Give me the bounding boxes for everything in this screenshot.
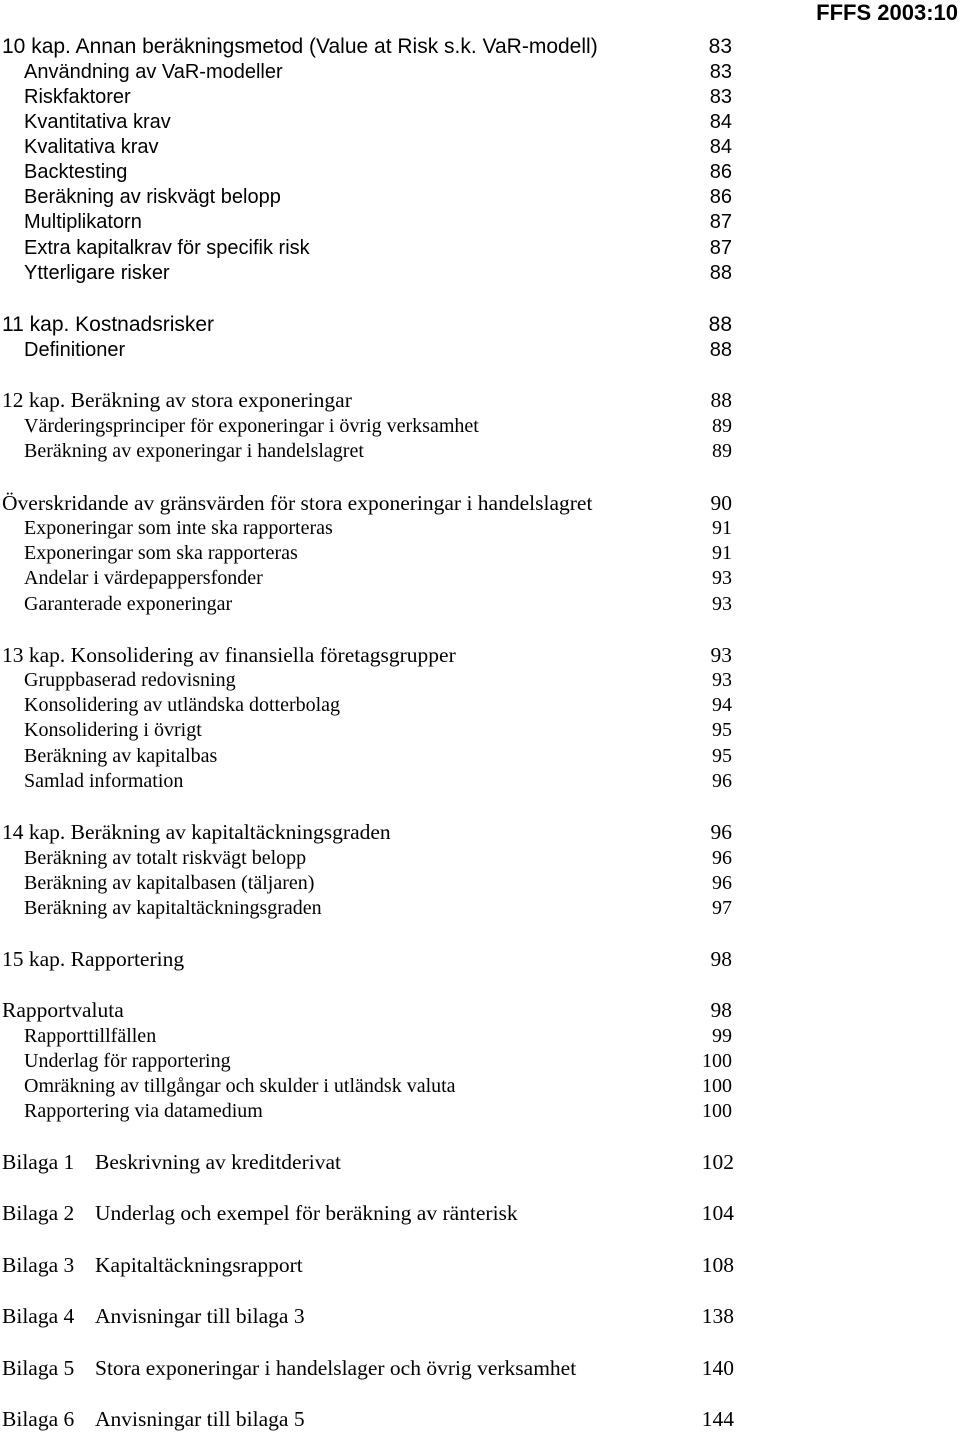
- toc-entry-title: 15 kap. Rapportering: [2, 947, 185, 971]
- toc-entry: [24, 438, 732, 464]
- toc-entry-title: Rapportvaluta: [2, 998, 124, 1022]
- toc-entry: [24, 184, 732, 210]
- toc-entry-title: 13 kap. Konsolidering av finansiella företagsgrupper: [2, 643, 456, 667]
- toc-entry-title: 12 kap. Beräkning av stora exponeringar: [2, 388, 352, 412]
- toc-entry: [2, 946, 732, 972]
- appendix-label: Bilaga 1: [2, 1150, 75, 1174]
- toc-entry-page: 86: [709, 161, 732, 183]
- appendix-entry: [2, 1303, 734, 1329]
- toc-entry: [24, 743, 732, 769]
- toc-entry-title: Extra kapitalkrav för specifik risk: [24, 237, 310, 259]
- appendix-label: Bilaga 2: [2, 1201, 75, 1225]
- toc-entry: [24, 235, 732, 261]
- appendix-page: 140: [701, 1356, 734, 1380]
- toc-entry-title: Rapporttillfällen: [24, 1025, 157, 1047]
- toc-entry: [24, 591, 732, 617]
- toc-entry-title: Backtesting: [24, 161, 128, 183]
- toc-entry-title: Överskridande av gränsvärden för stora exponeringar i handelslagret: [2, 491, 593, 515]
- toc-entry: [2, 997, 732, 1023]
- toc-entry-title: Samlad information: [24, 770, 184, 792]
- appendix-title: Stora exponeringar i handelslager och övrig verksamhet: [95, 1356, 577, 1380]
- toc-entry: [24, 768, 732, 794]
- toc-entry-title: Rapportering via datamedium: [24, 1100, 263, 1122]
- toc-entry: [24, 667, 732, 693]
- toc-entry: [24, 1098, 732, 1124]
- appendix-entry: [2, 1252, 734, 1278]
- toc-entry-page: 95: [712, 745, 732, 767]
- toc-entry: [24, 413, 732, 439]
- toc-entry: [24, 895, 732, 921]
- toc-entry-title: Gruppbaserad redovisning: [24, 669, 236, 691]
- toc-entry: [24, 845, 732, 871]
- toc-entry: [24, 565, 732, 591]
- toc-entry: [24, 260, 732, 286]
- toc-entry-page: 100: [702, 1075, 732, 1097]
- appendix-page: 102: [701, 1150, 734, 1174]
- toc-entry-title: 14 kap. Beräkning av kapitaltäckningsgraden: [2, 820, 391, 844]
- toc-entry: [2, 387, 732, 413]
- toc-entry-page: 88: [708, 313, 732, 336]
- toc-entry-page: 83: [708, 35, 732, 58]
- toc-entry-title: Exponeringar som inte ska rapporteras: [24, 517, 333, 539]
- toc-entry: [24, 692, 732, 718]
- toc-entry-title: Definitioner: [24, 339, 126, 361]
- toc-entry: [24, 159, 732, 185]
- toc-entry-page: 91: [712, 517, 732, 539]
- toc-entry-title: Beräkning av riskvägt belopp: [24, 186, 281, 208]
- toc-entry-title: 10 kap. Annan beräkningsmetod (Value at Risk s.k. VaR-modell): [2, 35, 598, 58]
- toc-entry-title: Omräkning av tillgångar och skulder i utländsk valuta: [24, 1075, 456, 1097]
- toc-entry-page: 94: [712, 694, 732, 716]
- toc-entry-page: 93: [712, 567, 732, 589]
- appendix-label: Bilaga 4: [2, 1304, 75, 1328]
- toc-entry-page: 100: [702, 1100, 732, 1122]
- toc-entry: [2, 34, 732, 60]
- toc-entry: [24, 337, 732, 363]
- toc-entry-page: 84: [709, 136, 732, 158]
- toc-entry-page: 84: [709, 111, 732, 133]
- toc-entry-page: 96: [712, 872, 732, 894]
- appendix-page: 138: [701, 1304, 734, 1328]
- toc-entry: [24, 1073, 732, 1099]
- toc-entry-title: Värderingsprinciper för exponeringar i övrig verksamhet: [24, 415, 479, 437]
- toc-entry-title: Underlag för rapportering: [24, 1050, 231, 1072]
- appendix-title: Underlag och exempel för beräkning av ränterisk: [95, 1201, 518, 1225]
- toc-entry-page: 87: [709, 211, 732, 233]
- toc-entry-page: 93: [710, 643, 732, 667]
- toc-entry: [2, 642, 732, 668]
- appendix-page: 104: [701, 1201, 734, 1225]
- toc-entry-title: Ytterligare risker: [24, 262, 170, 284]
- toc-entry-page: 93: [712, 593, 732, 615]
- toc-entry-title: Konsolidering av utländska dotterbolag: [24, 694, 341, 716]
- toc-entry-title: Garanterade exponeringar: [24, 593, 233, 615]
- toc-entry: [24, 717, 732, 743]
- toc-entry-title: Beräkning av kapitalbas: [24, 745, 218, 767]
- toc-entry-page: 96: [710, 820, 732, 844]
- toc-entry: [24, 209, 732, 235]
- toc-entry-title: Beräkning av totalt riskvägt belopp: [24, 847, 307, 869]
- toc-entry-title: Kvantitativa krav: [24, 111, 171, 133]
- toc-entry-title: Beräkning av exponeringar i handelslagret: [24, 440, 364, 462]
- appendix-page: 144: [701, 1407, 734, 1431]
- toc-entry-page: 89: [712, 415, 732, 437]
- toc-entry-page: 98: [710, 998, 732, 1022]
- toc-entry: [2, 490, 732, 516]
- toc-entry-page: 89: [712, 440, 732, 462]
- toc-entry: [2, 819, 732, 845]
- toc-entry: [24, 870, 732, 896]
- toc-entry-page: 87: [709, 237, 732, 259]
- appendix-entry: [2, 1149, 734, 1175]
- toc-entry: [24, 134, 732, 160]
- appendix-title: Kapitaltäckningsrapport: [95, 1253, 303, 1277]
- appendix-label: Bilaga 5: [2, 1356, 75, 1380]
- toc-entry: [24, 515, 732, 541]
- toc-entry-page: 95: [712, 719, 732, 741]
- toc-entry: [24, 540, 732, 566]
- toc-entry-page: 97: [712, 897, 732, 919]
- toc-entry-page: 86: [709, 186, 732, 208]
- toc-entry-page: 99: [712, 1025, 732, 1047]
- toc-entry-page: 96: [712, 770, 732, 792]
- appendix-label: Bilaga 3: [2, 1253, 75, 1277]
- toc-entry-title: Kvalitativa krav: [24, 136, 159, 158]
- toc-entry-title: Beräkning av kapitaltäckningsgraden: [24, 897, 322, 919]
- toc-entry-page: 98: [710, 947, 732, 971]
- document-code: FFFS 2003:10: [816, 0, 958, 25]
- toc-entry-page: 93: [712, 669, 732, 691]
- appendix-title: Beskrivning av kreditderivat: [95, 1150, 341, 1174]
- toc-entry: [24, 1048, 732, 1074]
- appendix-title: Anvisningar till bilaga 3: [95, 1304, 305, 1328]
- toc-entry-page: 83: [709, 86, 732, 108]
- appendix-page: 108: [701, 1253, 734, 1277]
- toc-entry-page: 83: [709, 61, 732, 83]
- toc-entry-page: 88: [709, 339, 732, 361]
- appendix-title: Anvisningar till bilaga 5: [95, 1407, 305, 1431]
- toc-entry-page: 91: [712, 542, 732, 564]
- toc-entry-title: Användning av VaR-modeller: [24, 61, 283, 83]
- appendix-label: Bilaga 6: [2, 1407, 75, 1431]
- appendix-entry: [2, 1200, 734, 1226]
- toc-entry-title: Andelar i värdepappersfonder: [24, 567, 263, 589]
- toc-entry-title: Multiplikatorn: [24, 211, 142, 233]
- toc-entry-page: 90: [710, 491, 732, 515]
- toc-entry: [24, 84, 732, 110]
- appendix-entry: [2, 1355, 734, 1381]
- toc-entry-title: Konsolidering i övrigt: [24, 719, 202, 741]
- toc-entry-page: 88: [709, 262, 732, 284]
- toc-entry-title: Exponeringar som ska rapporteras: [24, 542, 298, 564]
- toc-entry: [2, 312, 732, 338]
- toc-entry-title: Beräkning av kapitalbasen (täljaren): [24, 872, 315, 894]
- toc-entry-page: 88: [710, 388, 732, 412]
- toc-entry-title: Riskfaktorer: [24, 86, 131, 108]
- appendix-entry: [2, 1406, 734, 1432]
- toc-entry-page: 96: [712, 847, 732, 869]
- toc-entry: [24, 59, 732, 85]
- toc-entry-page: 100: [702, 1050, 732, 1072]
- toc-entry-title: 11 kap. Kostnadsrisker: [2, 313, 215, 336]
- toc-entry: [24, 1023, 732, 1049]
- toc-entry: [24, 109, 732, 135]
